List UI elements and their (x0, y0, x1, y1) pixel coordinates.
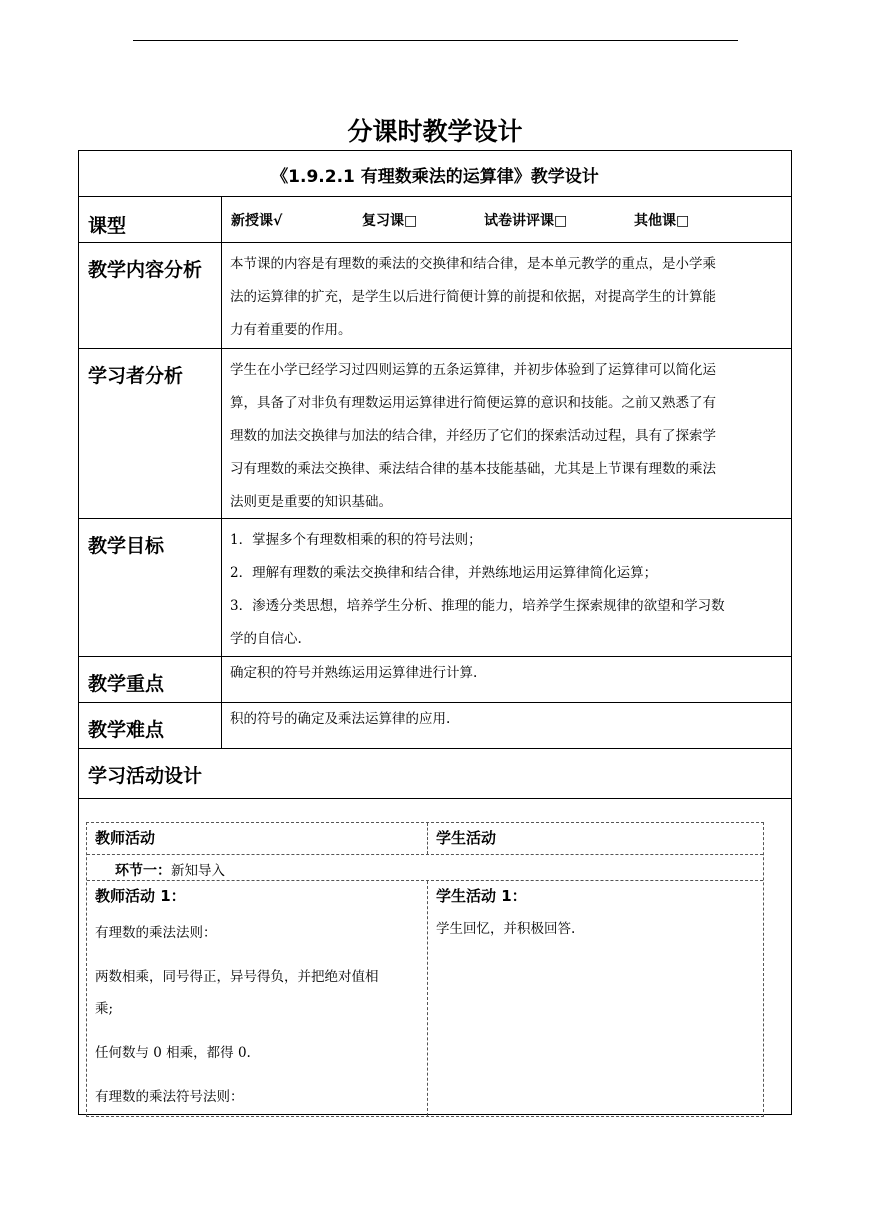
lesson-type-options (222, 197, 791, 242)
student-activity-cell (428, 881, 763, 1116)
difficulties-row (79, 703, 791, 749)
lesson-type-new: 新授课√ (231, 213, 283, 229)
plan-title-row (79, 151, 791, 197)
lesson-type-other: 其他课□ (634, 213, 690, 229)
activity-design-row (79, 749, 791, 799)
student-activity-title: 学生活动 1： (436, 887, 527, 905)
teacher-line: 有理数的乘法符号法则： (95, 1089, 244, 1105)
stage-row (87, 855, 763, 881)
objective-item: 学的自信心. (230, 631, 302, 647)
teacher-activity-title: 教师活动 1： (95, 887, 186, 905)
text-line: 算，具备了对非负有理数运用运算律进行简便运算的意识和技能。之前又熟悉了有 (230, 395, 716, 411)
activity-header-row (87, 823, 763, 855)
stage-label: 环节一： (115, 863, 171, 879)
text-line: 法则更是重要的知识基础。 (230, 494, 392, 510)
objective-item: 1．掌握多个有理数相乘的积的符号法则； (230, 532, 482, 548)
objective-item: 3．渗透分类思想，培养学生分析、推理的能力，培养学生探索规律的欲望和学习数 (230, 598, 725, 614)
teacher-line: 有理数的乘法法则： (95, 925, 217, 941)
teacher-activity-cell (87, 881, 428, 1116)
header-rule (133, 40, 738, 41)
content-analysis-row (79, 243, 791, 349)
key-points-text: 确定积的符号并熟练运用运算律进行计算. (230, 665, 478, 681)
objectives-row (79, 519, 791, 657)
text-line: 法的运算律的扩充，是学生以后进行简便计算的前提和依据，对提高学生的计算能 (230, 289, 716, 305)
teacher-line: 两数相乘，同号得正，异号得负，并把绝对值相 (95, 969, 379, 985)
student-header-cell (428, 823, 763, 854)
objective-item: 2．理解有理数的乘法交换律和结合律，并熟练地运用运算律简化运算； (230, 565, 658, 581)
stage-text: 新知导入 (171, 863, 225, 879)
student-activity-header: 学生活动 (436, 829, 497, 847)
teacher-line: 任何数与 0 相乘，都得 0. (95, 1045, 251, 1061)
text-line: 理数的加法交换律与加法的结合律，并经历了它们的探索活动过程，具有了探索学 (230, 428, 716, 444)
plan-title: 《1.9.2.1 有理数乘法的运算律》教学设计 (271, 167, 599, 187)
lesson-type-exam-review: 试卷讲评课□ (484, 213, 568, 229)
activity-table (86, 822, 764, 1117)
teacher-header-cell (87, 823, 428, 854)
text-line: 力有着重要的作用。 (230, 322, 352, 338)
text-line: 习有理数的乘法交换律、乘法结合律的基本技能基础，尤其是上节课有理数的乘法 (230, 461, 716, 477)
learner-analysis-label: 学习者分析 (79, 349, 222, 518)
lesson-type-row (79, 197, 791, 243)
text-line: 本节课的内容是有理数的乘法的交换律和结合律，是本单元教学的重点，是小学乘 (230, 256, 716, 272)
lesson-type-label: 课型 (79, 197, 222, 242)
learner-analysis-row (79, 349, 791, 519)
teacher-line: 乘; (95, 1001, 114, 1017)
key-points-label: 教学重点 (79, 657, 222, 702)
teacher-activity-header: 教师活动 (95, 829, 156, 847)
objectives-text (222, 519, 791, 656)
activity-1-row (87, 881, 763, 1116)
student-line: 学生回忆，并积极回答. (436, 921, 576, 937)
difficulties-label: 教学难点 (79, 703, 222, 748)
content-analysis-label: 教学内容分析 (79, 243, 222, 348)
objectives-label: 教学目标 (79, 519, 222, 656)
difficulties-text: 积的符号的确定及乘法运算律的应用. (230, 711, 451, 727)
content-analysis-text (222, 243, 791, 348)
key-points-row (79, 657, 791, 703)
learner-analysis-text (222, 349, 791, 518)
lesson-type-review: 复习课□ (362, 213, 418, 229)
activity-design-label: 学习活动设计 (88, 765, 203, 787)
document-title: 分课时教学设计 (347, 117, 523, 146)
text-line: 学生在小学已经学习过四则运算的五条运算律，并初步体验到了运算律可以简化运 (230, 362, 716, 378)
stage-title (115, 859, 225, 880)
